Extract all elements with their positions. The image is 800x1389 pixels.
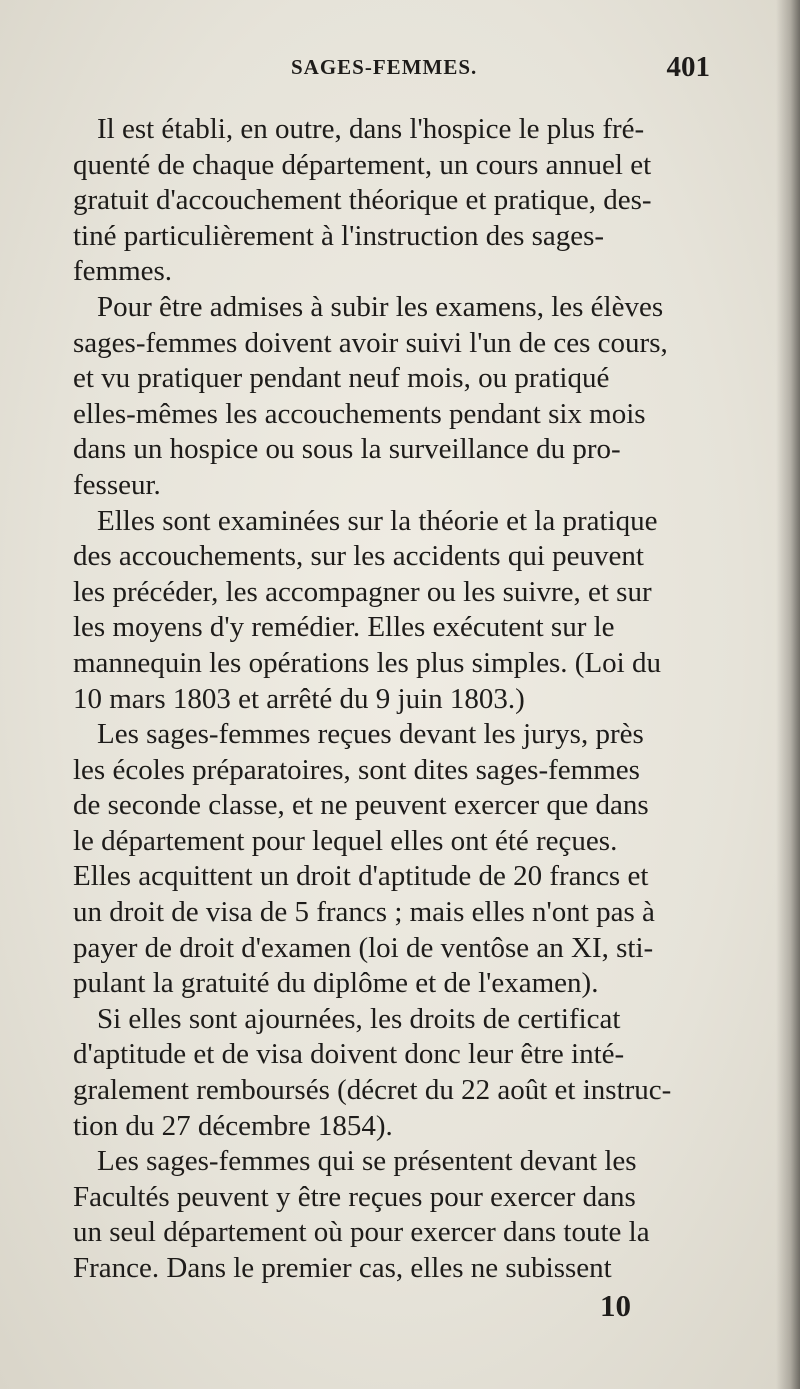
text-line: les moyens d'y remédier. Elles exécutent sur le: [73, 611, 615, 644]
page-header: [60, 51, 710, 85]
paragraph-4: [73, 717, 727, 1002]
paragraph-6: [73, 1144, 727, 1286]
text-line: mannequin les opérations les plus simples. (Loi du: [73, 646, 661, 679]
text-line: le département pour lequel elles ont été reçues.: [73, 824, 618, 857]
text-line: un droit de visa de 5 francs ; mais elles n'ont pas à: [73, 896, 655, 929]
text-line: Facultés peuvent y être reçues pour exercer dans: [73, 1180, 636, 1213]
text-line: Il est établi, en outre, dans l'hospice le plus fré-: [97, 113, 645, 145]
text-line: Elles sont examinées sur la théorie et la pratique: [97, 504, 658, 537]
text-line: Elles acquittent un droit d'aptitude de 20 francs et: [73, 860, 649, 893]
running-title: SAGES-FEMMES.: [291, 55, 478, 79]
text-line: Les sages-femmes qui se présentent devant les: [97, 1145, 637, 1178]
page-number: 401: [666, 51, 710, 83]
text-line: Pour être admises à subir les examens, les élèves: [97, 290, 664, 323]
text-line: quenté de chaque département, un cours annuel et: [73, 148, 652, 181]
text-line: pulant la gratuité du diplôme et de l'examen).: [73, 967, 599, 1000]
text-line: tiné particulièrement à l'instruction des sages-: [73, 219, 605, 252]
paragraph-1: [73, 112, 727, 290]
text-line: dans un hospice ou sous la surveillance du pro-: [73, 433, 621, 466]
page-edge-shadow: [776, 0, 800, 1389]
paragraph-5: [73, 1002, 727, 1144]
signature-mark: 10: [600, 1288, 631, 1323]
text-line: d'aptitude et de visa doivent donc leur être inté-: [73, 1038, 625, 1071]
paragraph-3: [73, 504, 727, 718]
text-line: sages-femmes doivent avoir suivi l'un de ces cours,: [73, 326, 668, 359]
paragraph-2: [73, 290, 727, 504]
text-line: les écoles préparatoires, sont dites sages-femmes: [73, 753, 640, 786]
text-line: femmes.: [73, 255, 173, 288]
text-line: un seul département où pour exercer dans toute la: [73, 1216, 650, 1249]
text-line: tion du 27 décembre 1854).: [73, 1109, 393, 1142]
text-line: les précéder, les accompagner ou les suivre, et sur: [73, 575, 652, 608]
body-text: [73, 112, 727, 1287]
text-line: 10 mars 1803 et arrêté du 9 juin 1803.): [73, 682, 525, 715]
text-line: elles-mêmes les accouchements pendant six mois: [73, 397, 646, 430]
text-line: gralement remboursés (décret du 22 août et instruc-: [73, 1074, 672, 1107]
text-line: France. Dans le premier cas, elles ne subissent: [73, 1252, 612, 1284]
text-line: et vu pratiquer pendant neuf mois, ou pratiqué: [73, 362, 610, 395]
text-line: fesseur.: [73, 468, 161, 501]
text-line: de seconde classe, et ne peuvent exercer que dans: [73, 789, 649, 822]
text-line: payer de droit d'examen (loi de ventôse an XI, sti-: [73, 931, 654, 964]
text-line: des accouchements, sur les accidents qui peuvent: [73, 540, 644, 573]
text-line: Si elles sont ajournées, les droits de certificat: [97, 1002, 621, 1035]
text-line: gratuit d'accouchement théorique et pratique, des-: [73, 184, 652, 217]
text-line: Les sages-femmes reçues devant les jurys, près: [97, 718, 644, 751]
